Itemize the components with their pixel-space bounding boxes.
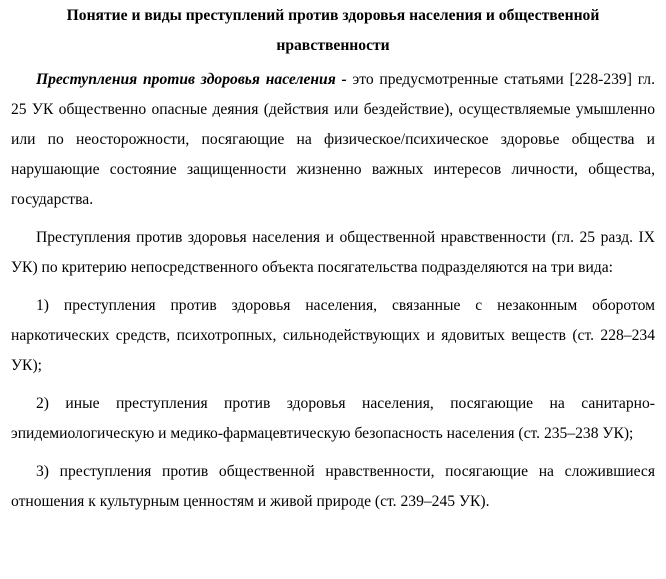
classification-paragraph: Преступления против здоровья населения и общественной нравственности (гл. 25 разд. IX УК) по критерию непосредственного объекта посягательства подразделяются на три вида: <box>11 229 655 276</box>
definition-paragraph <box>11 65 655 215</box>
defined-term: Преступления против здоровья населения - <box>36 71 347 88</box>
document-page <box>11 0 655 517</box>
definition-text: это предусмотренные статьями [228-239] гл. 25 УК общественно опасные деяния (действия или бездействие), осуществляемые умышленно или по неосторожности, посягающие на физическое/психическое здоровье общества и нарушающие состояние защищенности жизненно важных интересов личности, общества, государства. <box>11 71 655 208</box>
list-item-3: 3) преступления против общественной нравственности, посягающие на сложившиеся отношения к культурным ценностям и живой природе (ст. 239–245 УК). <box>11 463 655 510</box>
document-title-line-2: нравственности <box>276 37 390 54</box>
list-item-1: 1) преступления против здоровья населения, связанные с незаконным оборотом наркотических средств, психотропных, сильнодействующих и ядовитых веществ (ст. 228–234 УК); <box>11 297 655 374</box>
list-item-2: 2) иные преступления против здоровья населения, посягающие на санитарно-эпидемиологическую и медико-фармацевтическую безопасность населения (ст. 235–238 УК); <box>11 395 655 442</box>
document-title-line-1: Понятие и виды преступлений против здоровья населения и общественной <box>66 7 600 24</box>
document-title <box>11 0 655 61</box>
